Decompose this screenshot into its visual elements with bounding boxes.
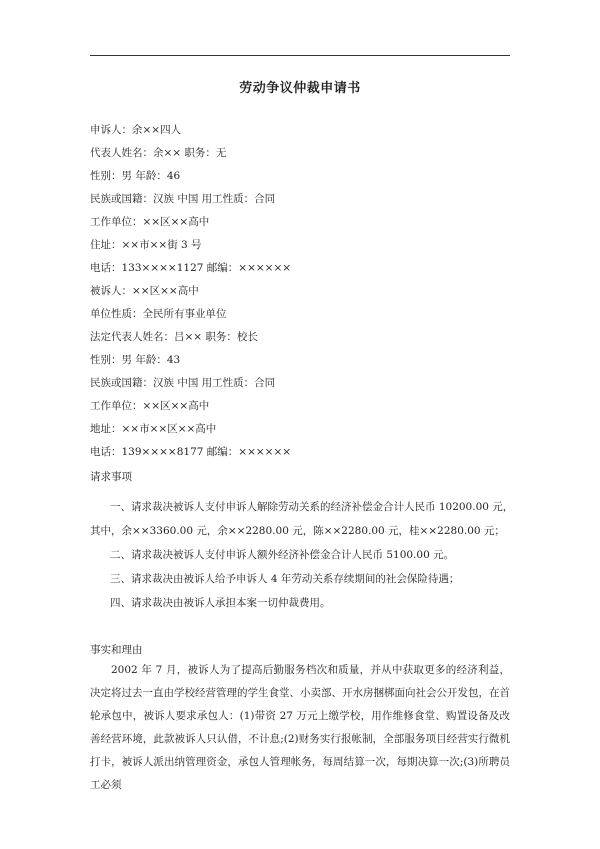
field-applicant: 申诉人：余××四人 — [90, 124, 182, 136]
field-respondent: 被诉人：××区××高中 — [90, 285, 199, 297]
field-respondent-address: 地址：××市××区××高中 — [90, 423, 217, 435]
field-applicant-address: 住址：××市××街 3 号 — [90, 239, 202, 251]
facts-heading: 事实和理由 — [90, 644, 143, 656]
request-item: 四、请求裁决由被诉人承担本案一切仲裁费用。 — [110, 597, 331, 609]
facts-paragraph: 2002 年 7 月，被诉人为了提高后勤服务档次和质量，并从中获取更多的经济利益，决定将过去一直由学校经营管理的学生食堂、小卖部、开水房捆梆面向社会公开发包，在首轮承包中，被诉人要求承包人：(1)带资 27 万元上缴学校，用作维修食堂、购置设备及改善经营环境，此款被诉人只认借，不计息;(2)财务实行报帐制，全部服务项目经营实行微机打卡，被诉人派出纳管理资金，承包人管理帐务，每周结算一次，每期决算一次;(3)所聘员工必须 — [90, 664, 510, 791]
field-respondent-phone: 电话：139××××8177 邮编：×××××× — [90, 446, 292, 458]
field-legal-rep: 法定代表人姓名：吕×× 职务：校长 — [90, 331, 258, 343]
field-applicant-gender-age: 性别：男 年龄：46 — [90, 170, 181, 182]
header-rule — [90, 55, 510, 56]
field-applicant-phone: 电话：133××××1127 邮编：×××××× — [90, 262, 292, 274]
request-item: 其中，余××3360.00 元，余××2280.00 元，陈××2280.00 元，桂××2280.00 元； — [90, 525, 505, 537]
field-representative: 代表人姓名：余×× 职务：无 — [90, 147, 227, 159]
request-item: 二、请求裁决被诉人支付申诉人额外经济补偿金合计人民币 5100.00 元。 — [110, 549, 455, 561]
requests-heading: 请求事项 — [90, 471, 132, 483]
request-item: 三、请求裁决由被诉人给予申诉人 4 年劳动关系存续期间的社会保险待遇； — [110, 573, 460, 585]
field-applicant-ethnicity: 民族或国籍：汉族 中国 用工性质：合同 — [90, 193, 276, 205]
document-title: 劳动争议仲裁申请书 — [239, 81, 361, 96]
field-respondent-gender-age: 性别：男 年龄：43 — [90, 354, 181, 366]
field-respondent-ethnicity: 民族或国籍：汉族 中国 用工性质：合同 — [90, 377, 276, 389]
field-respondent-workplace: 工作单位：××区××高中 — [90, 400, 210, 412]
field-applicant-workplace: 工作单位：××区××高中 — [90, 216, 210, 228]
field-unit-nature: 单位性质：全民所有事业单位 — [90, 308, 227, 320]
request-item: 一、请求裁决被诉人支付申诉人解除劳动关系的经济补偿金合计人民币 10200.00 元， — [110, 501, 514, 513]
